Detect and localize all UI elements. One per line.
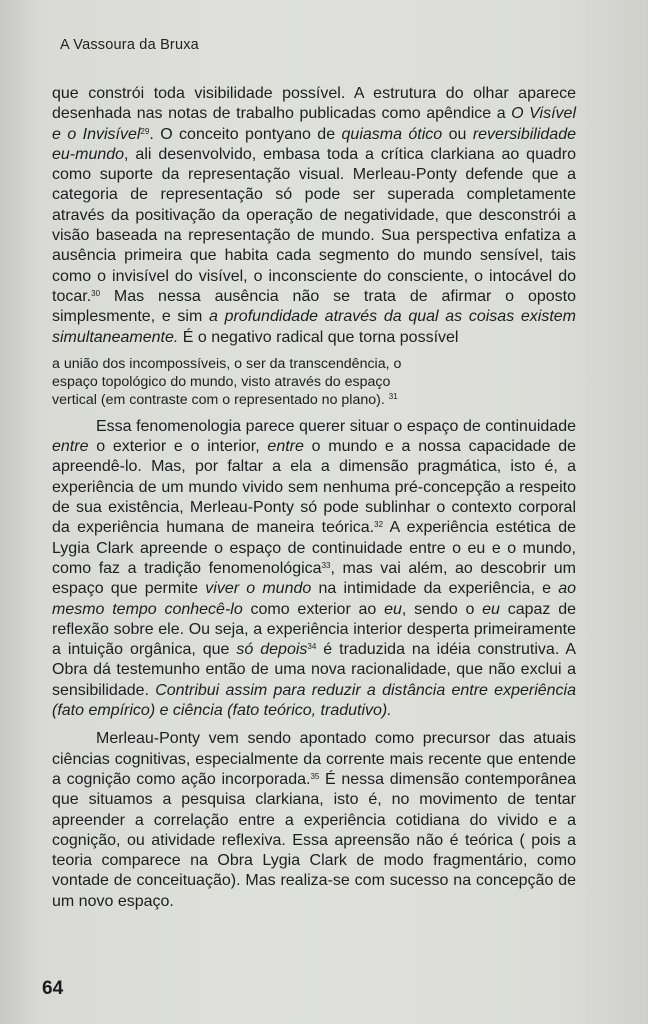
footnote-ref: 29 <box>140 126 150 136</box>
text-span: Mas nessa ausência não se trata de afirmar o oposto simplesmente, e sim <box>52 287 576 326</box>
footnote-ref: 32 <box>374 520 384 530</box>
italic-term: só depois <box>236 641 308 659</box>
italic-term: quiasma ótico <box>341 125 443 143</box>
paragraph-1 <box>52 84 576 348</box>
paragraph-3 <box>52 729 576 912</box>
text-span: o mundo e a nossa capacidade de apreendê-lo. Mas, por faltar a ela a dimensão pragmática, isto é, a experiência de um mundo vivido sem nenhuma pré-concepção a respeito de sua existência, Merleau-Ponty só pode sublinhar o contexto corporal da experiência humana de maneira teórica. <box>52 438 577 537</box>
footnote-ref: 35 <box>310 771 320 781</box>
footnote-ref: 30 <box>91 288 101 298</box>
text-span: Essa fenomenologia parece querer situar o espaço de continuidade <box>96 417 576 435</box>
text-span: como exterior ao <box>242 600 385 618</box>
italic-phrase: a profundidade através da qual as coisas existem simultaneamente. <box>52 308 577 346</box>
text-span: A experiência estética de Lygia Clark apreende o espaço de continuidade entre o eu e o mundo, como faz a tradição fenomenológica <box>52 519 577 577</box>
paragraph-2 <box>52 417 576 721</box>
italic-term: ao mesmo tempo conhecê-lo <box>52 580 576 618</box>
text-span: , mas vai além, ao descobrir um espaço que permite <box>52 559 576 598</box>
text-span: capaz de reflexão sobre ele. Ou seja, a experiência interior desperta primeiramente a intuição orgânica, que <box>52 600 576 659</box>
text-span: na intimidade da experiência, e <box>311 580 559 598</box>
text-span: o exterior e o interior, <box>88 438 268 456</box>
italic-phrase: Contribui assim para reduzir a distância entre experiência (fato empírico) e ciência (fato teórico, tradutivo). <box>52 681 576 720</box>
text-span: que constrói toda visibilidade possível. A estrutura do olhar aparece desenhada nas notas de trabalho publicadas como apêndice a <box>52 85 576 123</box>
italic-term: viver o mundo <box>205 580 312 598</box>
page-number: 64 <box>42 978 64 999</box>
main-text <box>52 84 576 912</box>
text-span: É o negativo radical que torna possível <box>178 328 459 346</box>
italic-title: O Visível e o Invisível <box>52 105 577 143</box>
text-span: Merleau-Ponty vem sendo apontado como precursor das atuais ciências cognitivas, especialmente da corrente mais recente que entende a cognição como ação incorporada. <box>52 730 576 788</box>
italic-term: entre <box>52 438 89 456</box>
text-span: é traduzida na idéia construtiva. A Obra dá testemunho então de uma nova racionalidade, que não exclui a sensibilidade. <box>52 641 577 699</box>
text-span: , ali desenvolvido, embasa toda a crítica clarkiana ao quadro como suporte da representação visual. Merleau-Ponty defende que a categoria de representação só pode ser superada completamente através da positivação da operação de negatividade, que desconstrói a visão baseada na representação de mundo. Sua perspectiva enfatiza a ausência primeira que habita cada segmento do mundo sensível, tais como o invisível do visível, o inconsciente do consciente, o intocável do tocar. <box>52 145 576 305</box>
text-span: É nessa dimensão contemporânea que situamos a pesquisa clarkiana, isto é, no movimento de tentar apreender a correlação entre a experiência cotidiana do vivido e a cognição, ou atividade reflexiva. Essa apreensão não é teórica ( pois a teoria comparece na Obra Lygia Clark de modo fragmentário, como vontade de conceituação). Mas realiza-se com sucesso na concepção de um novo espaço. <box>52 770 576 910</box>
running-header: A Vassoura da Bruxa <box>60 37 199 53</box>
text-span: . O conceito pontyano de <box>149 125 342 143</box>
footnote-ref: 34 <box>307 642 317 652</box>
text-span: , sendo o <box>401 600 483 618</box>
text-span: ou <box>442 125 473 143</box>
footnote-ref: 33 <box>321 560 331 570</box>
block-quote <box>52 355 424 409</box>
italic-term: eu <box>482 600 500 618</box>
quote-text: a união dos incompossíveis, o ser da transcendência, o espaço topológico do mundo, visto através do espaço vertical (em contraste com o representado no plano). <box>52 355 402 408</box>
footnote-ref: 31 <box>388 391 398 401</box>
italic-term: reversibilidade eu-mundo <box>52 125 576 163</box>
italic-term: eu <box>384 600 402 618</box>
italic-term: entre <box>267 438 304 456</box>
